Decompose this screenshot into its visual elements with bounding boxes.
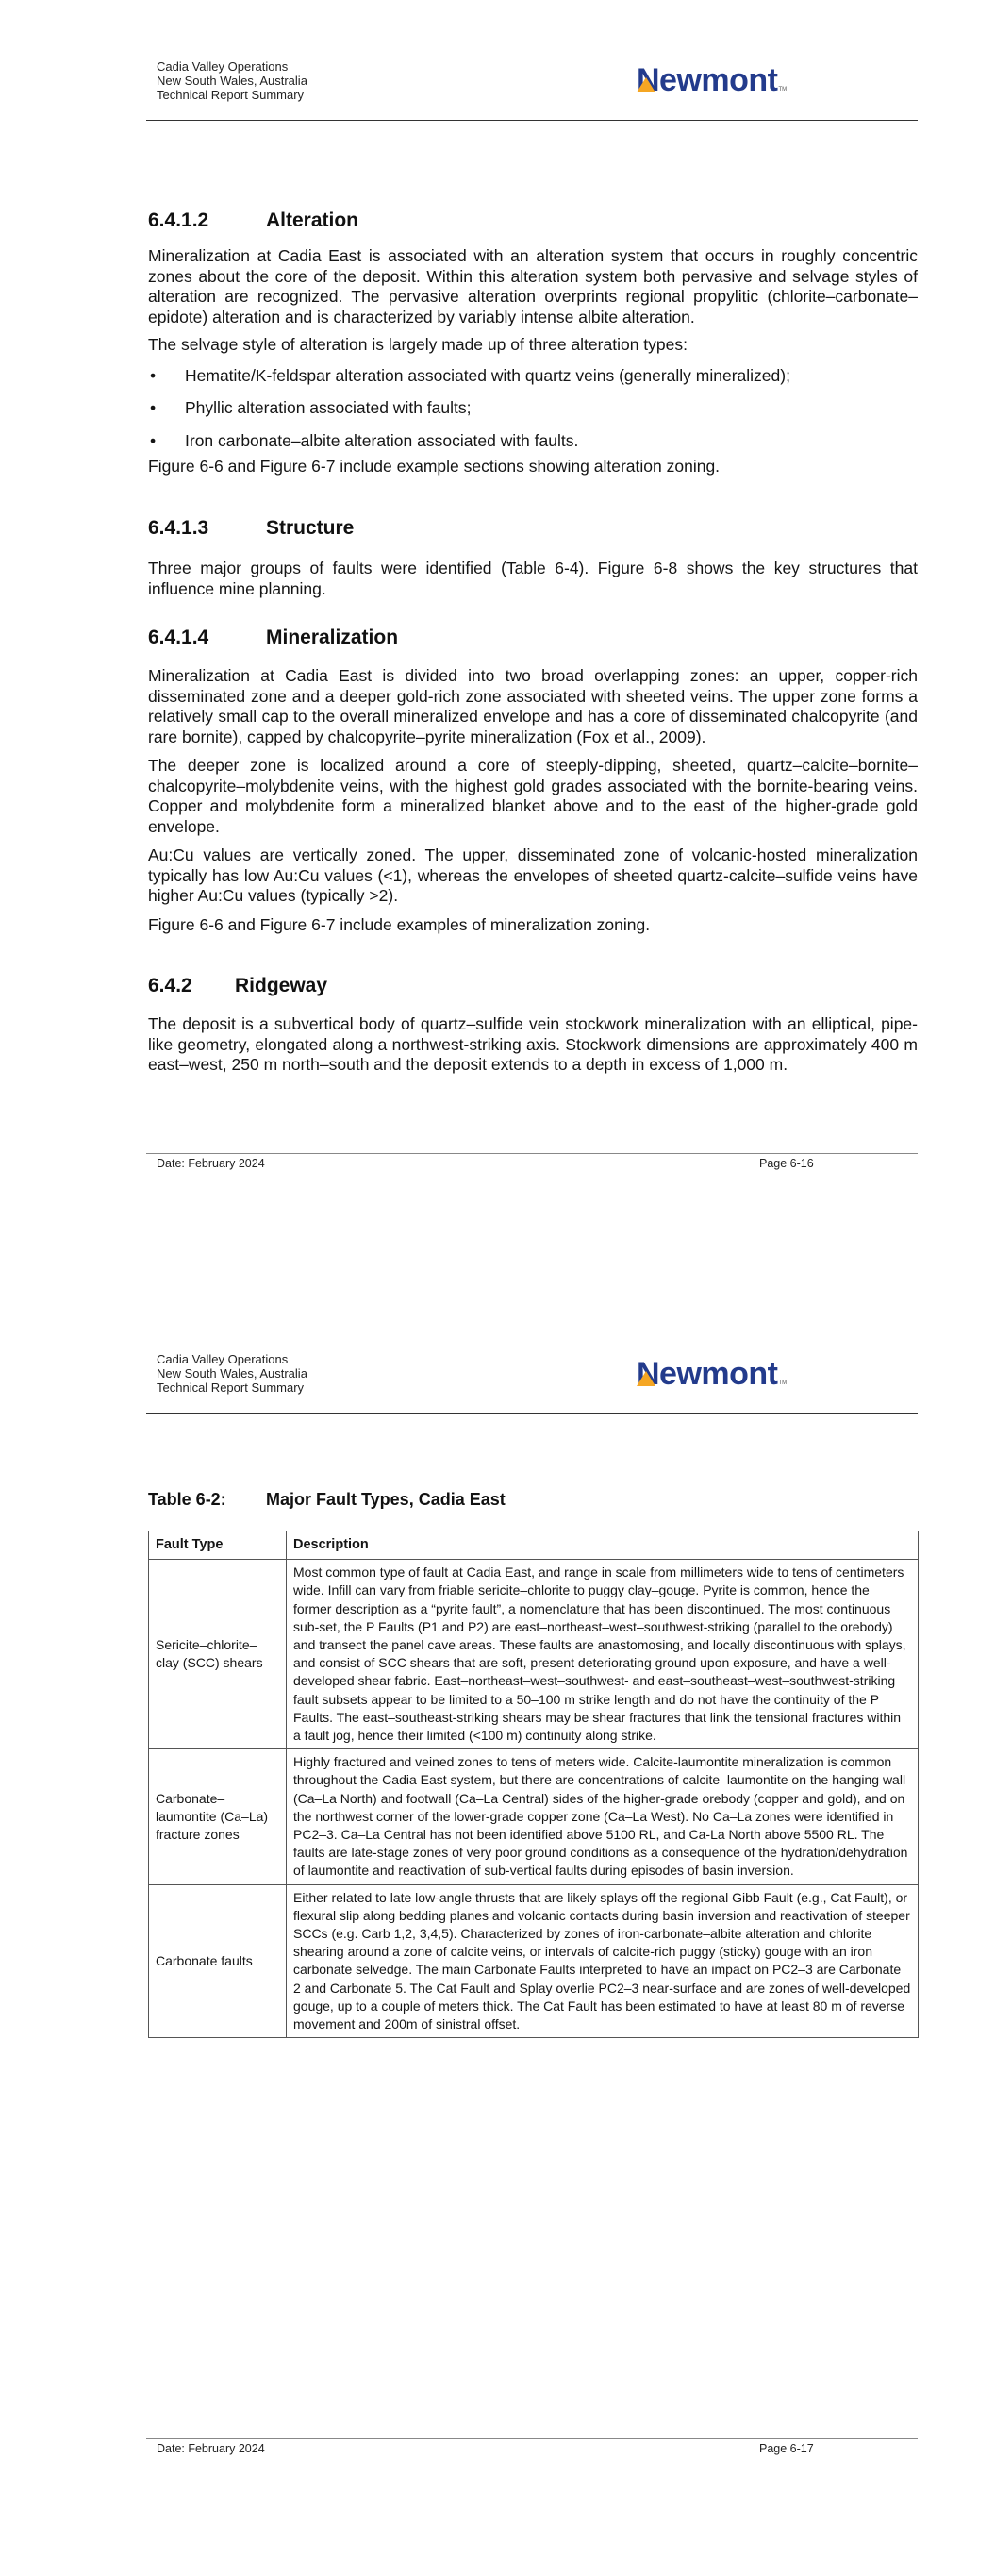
logo-trademark: TM <box>778 1380 788 1386</box>
description-cell: Most common type of fault at Cadia East, and range in scale from millimeters wide to tens of centimeters wide. Infill can vary from friable sericite–chlorite to puggy clay–gouge. Pyrite is common, hence the former description as a “pyrite fault”, a nomenclature that has been discontinued. The most continuous sub-set, the P Faults (P1 and P2) are east–northeast–west–southwest-striking (parallel to the orebody) and transect the panel cave areas. These faults are anastomosing, and locally discontinuous with splays, and consist of SCC shears that are soft, present deteriorating ground upon exposure, and have a well-developed shear fabric. East–northeast–west–southwest- and east–southeast–west–southwest-striking fault subsets appear to be limited to a 50–100 m strike length and do not have the continuity of the P Faults. The east–southeast-striking shears may be shear fractures that link the tensional fractures within a fault jog, hence their limited (<100 m) continuity along strike. <box>287 1560 919 1749</box>
fault-type-cell: Sericite–chlorite–clay (SCC) shears <box>149 1560 287 1749</box>
table-header-row <box>149 1531 919 1560</box>
table-caption <box>148 1490 918 1510</box>
fault-type-cell: Carbonate–laumontite (Ca–La) fracture zones <box>149 1749 287 1884</box>
paragraph: Figure 6-6 and Figure 6-7 include examples of mineralization zoning. <box>148 914 651 934</box>
section-title: Ridgeway <box>235 975 328 996</box>
section-structure <box>148 516 918 599</box>
list-item-text: Iron carbonate–albite alteration associated with faults. <box>185 430 579 450</box>
footer-date: Date: February 2024 <box>157 1157 265 1170</box>
section-title: Structure <box>266 517 355 539</box>
table-row <box>149 1560 919 1749</box>
paragraph: Figure 6-6 and Figure 6-7 include example sections showing alteration zoning. <box>148 457 721 476</box>
column-header-description: Description <box>287 1531 919 1560</box>
footer-divider <box>146 2438 918 2439</box>
column-header-fault-type: Fault Type <box>149 1531 287 1560</box>
section-heading <box>148 209 918 233</box>
logo-wordmark <box>637 64 778 96</box>
paragraph: Au:Cu values are vertically zoned. The upper, disseminated zone of volcanic-hosted mineralization typically has low Au:Cu values (<1), whereas the envelopes of sheeted quartz-calcite–sulfide veins have higher Au:Cu values (typically >2). <box>148 845 918 905</box>
logo-trademark: TM <box>778 87 788 92</box>
table-title: Major Fault Types, Cadia East <box>266 1490 506 1509</box>
newmont-logo <box>637 62 787 96</box>
section-heading <box>148 974 918 998</box>
section-ridgeway <box>148 974 918 1076</box>
list-item <box>148 398 918 419</box>
paragraph: Three major groups of faults were identified (Table 6-4). Figure 6-8 shows the key structures that influence mine planning. <box>148 559 918 598</box>
section-number: 6.4.1.3 <box>148 517 209 539</box>
paragraph: The deeper zone is localized around a core of steeply-dipping, sheeted, quartz–calcite–bornite–chalcopyrite–molybdenite veins, with the highest gold grades associated with the bornite-bearing veins. Copper and molybdenite form a mineralized blanket above and to the east of the higher-grade gold envelope. <box>148 756 918 836</box>
header-divider <box>146 1413 918 1414</box>
logo-triangle-icon <box>637 77 655 92</box>
section-number: 6.4.2 <box>148 975 192 996</box>
list-item <box>148 366 918 387</box>
footer-date: Date: February 2024 <box>157 2442 265 2455</box>
logo-wordmark <box>637 1358 778 1390</box>
description-cell: Highly fractured and veined zones to tens of meters wide. Calcite-laumontite mineralization is common throughout the Cadia East system, but there are concentrations of calcite–laumontite on the hanging wall (Ca–La North) and footwall (Ca–La Central) sides of the higher-grade orebody (copper and gold), and on the northwest corner of the lower-grade copper zone (Ca–La West). No Ca–La zones were identified in PC2–3. Ca–La Central has not been identified above 5100 RL, and Ca-La North above 5500 RL. The faults are late-stage zones of very poor ground conditions as a consequence of the hydration/dehydration of laumontite and reactivation of sub-vertical faults during episodes of basin inversion. <box>287 1749 919 1884</box>
footer-page-number: Page 6-16 <box>759 1157 814 1170</box>
header-line-company: Cadia Valley Operations <box>157 59 289 74</box>
section-title: Alteration <box>266 209 359 231</box>
bullet-icon: • <box>150 365 157 385</box>
description-cell: Either related to late low-angle thrusts that are likely splays off the regional Gibb Fault (e.g., Cat Fault), or flexural slip along bedding planes and volcanic contacts during basin inversion and reactivation of steeper SCCs (e.g. Carb 1,2, 3,4,5). Characterized by zones of iron-carbonate–albite alteration and chlorite shearing around a zone of calcite veins, or intervals of calcite-rich puggy (sticky) gouge with an iron carbonate selvedge. The main Carbonate Faults interpreted to have an impact on PC2–3 are Carbonate 2 and Carbonate 5. The Cat Fault and Splay overlie PC2–3 near-surface and are zones of well-developed gouge, up to a couple of meters thick. The Cat Fault has been estimated to have at least 80 m of reverse movement and 200m of sinistral offset. <box>287 1884 919 2038</box>
list-item-text: Phyllic alteration associated with faults; <box>185 398 472 417</box>
paragraph: The deposit is a subvertical body of quartz–sulfide vein stockwork mineralization with an elliptical, pipe-like geometry, elongated along a northwest-striking axis. Stockwork dimensions are approximately 400 m east–west, 250 m north–south and the deposit extends to a depth in excess of 1,000 m. <box>148 1014 918 1074</box>
alteration-types-list <box>148 366 918 452</box>
logo-text: Newmont <box>637 62 778 98</box>
paragraph: Mineralization at Cadia East is divided into two broad overlapping zones: an upper, copper-rich disseminated zone and a deeper gold-rich zone associated with sheeted veins. The upper zone forms a relatively small cap to the overall mineralized envelope and has a core of disseminated chalcopyrite (and rare bornite), capped by chalcopyrite–pyrite mineralization (Fox et al., 2009). <box>148 666 918 746</box>
list-item-text: Hematite/K-feldspar alteration associated with quartz veins (generally mineralized); <box>185 365 790 385</box>
newmont-logo <box>637 1356 787 1390</box>
table-number: Table 6-2: <box>148 1490 226 1509</box>
section-number: 6.4.1.2 <box>148 209 209 231</box>
table-row <box>149 1884 919 2038</box>
table-row <box>149 1749 919 1884</box>
logo-triangle-icon <box>637 1371 655 1386</box>
section-heading <box>148 516 918 541</box>
section-heading <box>148 626 918 650</box>
page-6-17 <box>0 1288 995 2576</box>
header-line-location: New South Wales, Australia <box>157 1366 307 1380</box>
bullet-icon: • <box>150 430 157 450</box>
logo-text: Newmont <box>637 1356 778 1392</box>
section-alteration <box>148 209 918 477</box>
header-line-report: Technical Report Summary <box>157 1380 305 1395</box>
header-line-location: New South Wales, Australia <box>157 74 307 88</box>
paragraph: The selvage style of alteration is largely made up of three alteration types: <box>148 335 688 354</box>
paragraph: Mineralization at Cadia East is associated with an alteration system that occurs in roughly concentric zones about the core of the deposit. Within this alteration system both pervasive and selvage styles of alteration are recognized. The pervasive alteration overprints regional propylitic (chlorite–carbonate–epidote) alteration and is characterized by variably intense albite alteration. <box>148 246 918 326</box>
fault-types-table <box>148 1531 919 2038</box>
section-number: 6.4.1.4 <box>148 627 209 648</box>
section-mineralization <box>148 626 918 935</box>
fault-type-cell: Carbonate faults <box>149 1884 287 2038</box>
fault-types-table-section <box>148 1490 918 2038</box>
page-header-text <box>157 1352 307 1395</box>
section-title: Mineralization <box>266 627 399 648</box>
header-divider <box>146 120 918 121</box>
footer-page-number: Page 6-17 <box>759 2442 814 2455</box>
header-line-company: Cadia Valley Operations <box>157 1352 289 1366</box>
page-header-text <box>157 59 307 102</box>
bullet-icon: • <box>150 398 157 417</box>
list-item <box>148 431 918 452</box>
header-line-report: Technical Report Summary <box>157 88 305 102</box>
footer-divider <box>146 1153 918 1154</box>
